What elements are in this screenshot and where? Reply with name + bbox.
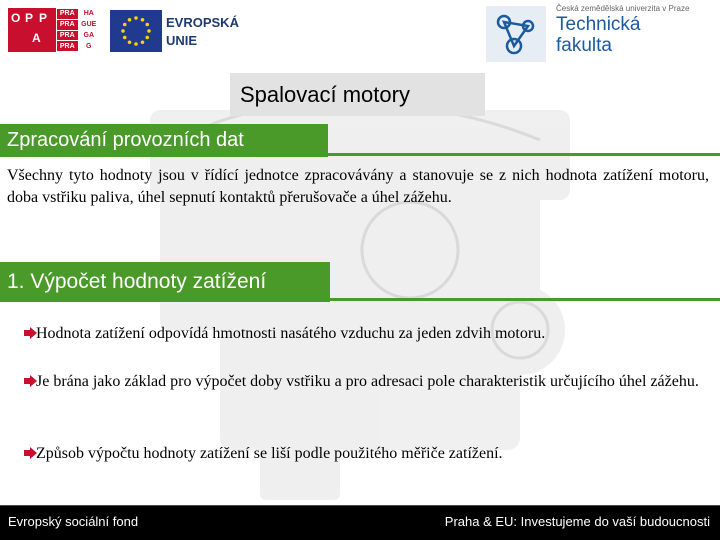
eu-label — [166, 14, 239, 50]
eu-star — [147, 29, 151, 33]
oppa-logo — [8, 8, 100, 52]
section-heading-processing: Zpracování provozních dat — [0, 124, 328, 157]
eu-star — [141, 40, 145, 44]
intro-paragraph: Všechny tyto hodnoty jsou v řídící jednotce zpracovávány a stanovuje se z nich hodnota zatížení motoru, doba vstřiku paliva, úhel sepnutí kontaktů přerušovače a úhel zážehu. — [7, 167, 709, 206]
footer-right-text: Praha & EU: Investujeme do vaší budoucnosti — [444, 514, 710, 529]
bullet-text: Způsob výpočtu hodnoty zatížení se liší podle použitého měřiče zatížení. — [36, 445, 503, 462]
oppa-letter-o: O — [11, 11, 21, 25]
faculty-name — [556, 14, 641, 56]
eu-flag-icon — [110, 10, 162, 52]
slide-title: Spalovací motory — [240, 82, 410, 107]
eu-label-line2: UNIE — [166, 33, 198, 48]
eu-star — [134, 16, 138, 20]
section-heading-load-calculation: 1. Výpočet hodnoty zatížení — [0, 262, 330, 302]
oppa-letter-p1: P — [25, 11, 34, 25]
eu-label-line1: EVROPSKÁ — [166, 15, 239, 30]
faculty-name-line1: Technická — [556, 14, 641, 35]
oppa-letter-p2: P — [39, 11, 48, 25]
oppa-grid-cell: GA — [79, 31, 100, 41]
faculty-university-name: Česká zemědělská univerzita v Praze — [556, 4, 690, 13]
oppa-city-grid — [56, 8, 100, 52]
eu-star — [134, 42, 138, 46]
bullet-text: Hodnota zatížení odpovídá hmotnosti nasátého vzduchu za jeden zdvih motoru. — [36, 325, 546, 342]
eu-star — [128, 18, 132, 22]
eu-star — [145, 23, 149, 27]
oppa-grid-cell: PRA — [57, 31, 78, 41]
eu-star — [123, 23, 127, 27]
footer-left-text: Evropský sociální fond — [8, 514, 139, 529]
oppa-letter-a: A — [32, 31, 41, 45]
oppa-grid-cell: G — [79, 41, 100, 51]
eu-star — [123, 36, 127, 40]
eu-star — [128, 40, 132, 44]
eu-star — [121, 29, 125, 33]
oppa-grid-cell: PRA — [57, 41, 78, 51]
faculty-name-line2: fakulta — [556, 35, 612, 56]
oppa-grid-cell: PRA — [57, 20, 78, 30]
bullet-text: Je brána jako základ pro výpočet doby vstřiku a pro adresaci pole charakteristik určujícího úhel zážehu. — [36, 373, 699, 390]
oppa-grid-cell: PRA — [57, 9, 78, 19]
list-item — [0, 322, 720, 346]
oppa-grid-cell: HA — [79, 9, 100, 19]
list-item — [0, 370, 720, 418]
list-item — [0, 442, 720, 466]
eu-star — [145, 36, 149, 40]
oppa-grid-cell: GUE — [79, 20, 100, 30]
eu-star — [141, 18, 145, 22]
